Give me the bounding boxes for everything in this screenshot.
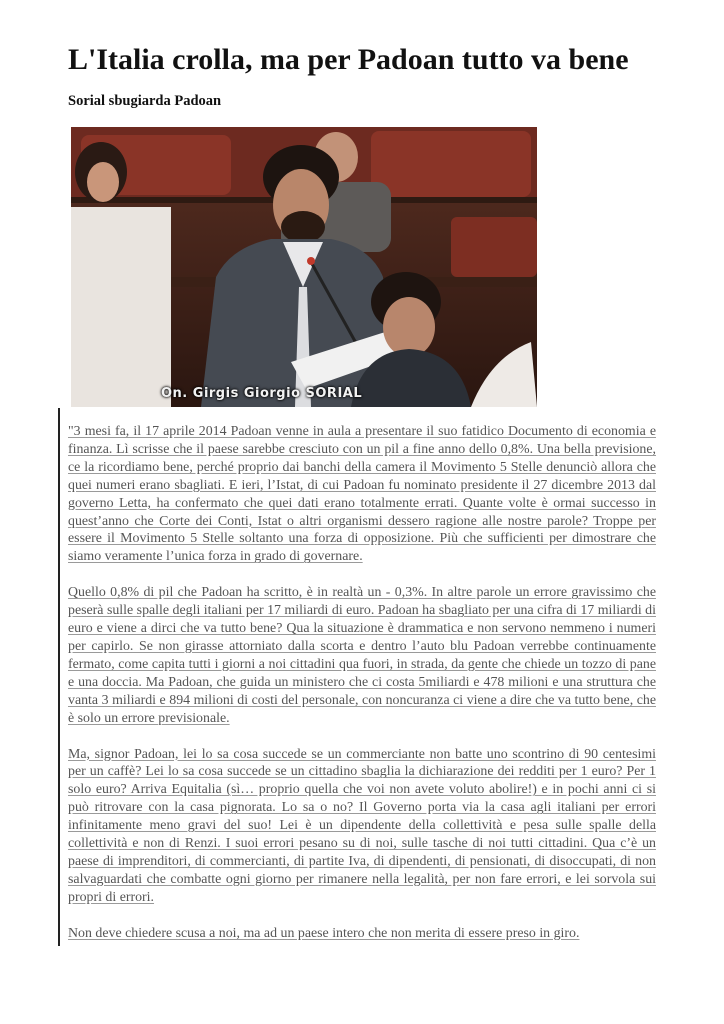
article-photo: [71, 127, 537, 407]
paragraph-3: Ma, signor Padoan, lei lo sa cosa succede se un commerciante non batte uno scontrino di 90 centesimi per un caffè? Lei lo sa cosa succede se un cittadino sbaglia la dichiarazione dei redditi per 1 euro? Per 1 solo euro? Arriva Equitalia (sì… proprio quella che voi non avete voluto abolire!) e in pochi anni ci si può ritrovare con la casa pignorata. Lo sa o no? Il Governo porta via la casa agli italiani per errori infinitamente meno gravi del suo! Lei è un dipendente della collettività e pesa sulle spalle della collettività e non di Renzi. I suoi errori pesano su di noi, sulle tasche di noi tutti cittadini. Qua c’è un paese di imprenditori, di commercianti, di partite Iva, di dipendenti, di pensionati, di disoccupati, di non salvaguardati che combatte ogni giorno per rimanere nella legalità, per non fare errori, e lei sorvola sui propri di errori.: [68, 746, 656, 905]
paragraph-1: "3 mesi fa, il 17 aprile 2014 Padoan venne in aula a presentare il suo fatidico Documento di economia e finanza. Lì scrisse che il paese sarebbe cresciuto con un pil a fine anno dello 0,8%. Una bella previsione, ce la ricordiamo bene, perché proprio dai banchi della camera il Movimento 5 Stelle denunciò allora che quei numeri erano sbagliati. E ieri, l’Istat, di cui Padoan fu nominato presidente il 27 dicembre 2013 dal governo Letta, ha confermato che quei dati erano totalmente errati. Quante volte è ormai successo in quest’anno che Corte dei Conti, Istat o altri organismi dessero ragione alle nostre parole? Troppe per essere il Movimento 5 Stelle soltanto una forza di opposizione. Più che sufficienti per dimostrare che siamo veramente l’unica forza in grado di governare.: [68, 424, 656, 565]
paragraph-2: Quello 0,8% di pil che Padoan ha scritto, è in realtà un - 0,3%. In altre parole un errore gravissimo che peserà sulle spalle degli italiani per 17 miliardi di euro. Padoan ha sbagliato per una cifra di 17 miliardi di euro e viene a dirci che va tutto bene? Qua la situazione è drammatica e non servono nemmeno i numeri per capirlo. Se non girasse attorniato dalla scorta e dentro l’auto blu Padoan verrebbe continuamente fermato, come capita tutti i giorni a noi cittadini qua fuori, in strada, da gente che chiede un tozzo di pane e una doccia. Ma Padoan, che guida un ministero che ci costa 5miliardi e 478 milioni e una struttura che vanta 3 miliardi e 894 milioni di costi del personale, con noncuranza ci viene a dire che va tutto bene, che è solo un errore previsionale.: [68, 585, 656, 726]
article-subtitle: Sorial sbugiarda Padoan: [68, 93, 222, 109]
parliament-scene-illustration: [71, 127, 537, 407]
quote-bar: [58, 408, 60, 946]
article-title: L'Italia crolla, ma per Padoan tutto va bene: [68, 43, 629, 76]
paragraph-4: Non deve chiedere scusa a noi, ma ad un paese intero che non merita di essere preso in giro.: [68, 925, 580, 941]
image-caption: On. Girgis Giorgio SORIAL: [161, 386, 363, 401]
article-body: [68, 423, 656, 961]
